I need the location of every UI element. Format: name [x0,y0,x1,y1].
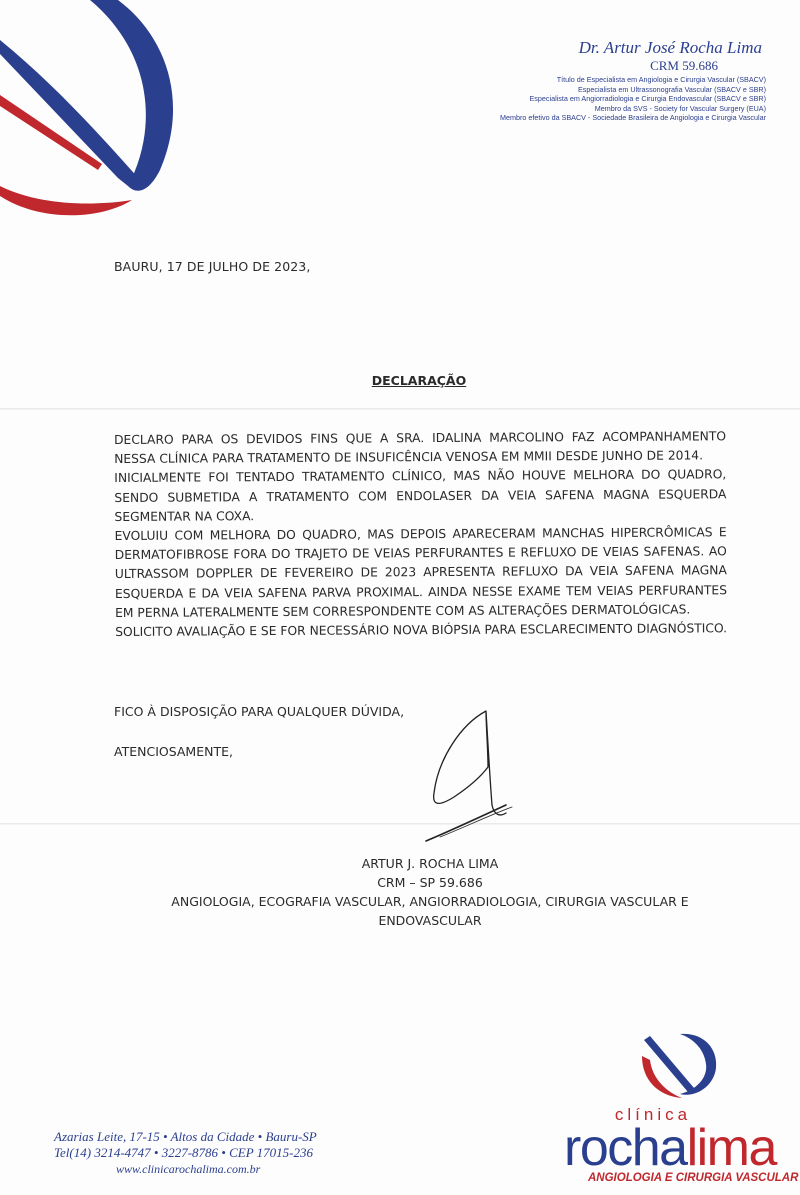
document-title: DECLARAÇÃO [371,373,467,388]
paper-fold [0,408,800,410]
signer-specialties: ANGIOLOGIA, ECOGRAFIA VASCULAR, ANGIORRADIOLOGIA, CIRURGIA VASCULAR E [171,894,689,909]
paper-fold [0,823,800,825]
brand-clinica: clínica [614,1105,692,1124]
closing-regards: ATENCIOSAMENTE, [114,744,233,759]
handwritten-signature [420,705,530,850]
footer-street: Azarias Leite, 17-15 • Altos da Cidade • Bauru-SP [54,1129,317,1144]
letter-date: BAURU, 17 DE JULHO DE 2023, [114,259,311,274]
clinic-logo-icon [0,0,200,235]
signer-name: ARTUR J. ROCHA LIMA [361,856,499,871]
body-paragraph: SOLICITO AVALIAÇÃO E SE FOR NECESSÁRIO NOVA BIÓPSIA PARA ESCLARECIMENTO DIAGNÓSTICO. [115,621,728,640]
footer-phones: Tel(14) 3214-4747 • 3227-8786 • CEP 17015-236 [54,1145,313,1160]
doctor-title-line: Especialista em Ultrassonografia Vascular (SBACV e SBR) [577,84,766,94]
signer-crm: CRM – SP 59.686 [377,875,483,890]
letter-body [114,427,727,642]
brand-rocha: rocha [564,1119,687,1177]
doctor-title-line: Membro efetivo da SBACV - Sociedade Brasileira de Angiologia e Cirurgia Vascular [500,113,766,123]
signature-block [160,854,700,930]
doctor-name: Dr. Artur José Rocha Lima [578,38,762,57]
doctor-title-line: Título de Especialista em Angiologia e Cirurgia Vascular (SBACV) [556,75,766,84]
footer-website: www.clinicarochalima.com.br [116,1162,261,1176]
body-paragraph: INICIALMENTE FOI TENTADO TRATAMENTO CLÍNICO, MAS NÃO HOUVE MELHORA DO QUADRO, SENDO SUBMETIDA A TRATAMENTO COM ENDOLASER DA VEIA SAFENA MAGNA ESQUERDA SEGMENTAR NA COXA. [114,467,727,524]
brand-wordmark [564,1118,776,1178]
brand-mark-icon [638,1030,728,1110]
body-paragraph: EVOLUIU COM MELHORA DO QUADRO, MAS DEPOIS APARECERAM MANCHAS HIPERCRÔMICAS E DERMATOFIBROSE FORA DO TRAJETO DE VEIAS PERFURANTES E REFLUXO DE VEIAS SAFENAS. AO ULTRASSOM DOPPLER DE FEVEREIRO DE 2023 APRESENTA REFLUXO DA VEIA SAFENA MAGNA ESQUERDA E DA VEIA SAFENA PARVA PROXIMAL. AINDA NESSE EXAME TEM VEIAS PERFURANTES EM PERNA LATERALMENTE SEM CORRESPONDENTE COM AS ALTERAÇÕES DERMATOLÓGICAS. [114,525,728,620]
doctor-title-line: Especialista em Angiorradiologia e Cirurgia Endovascular (SBACV e SBR) [529,94,766,104]
footer-address [54,1129,317,1177]
brand-logo [560,1030,800,1195]
brand-tagline: ANGIOLOGIA E CIRURGIA VASCULAR [588,1172,799,1184]
body-paragraph: DECLARO PARA OS DEVIDOS FINS QUE A SRA. IDALINA MARCOLINO FAZ ACOMPANHAMENTO NESSA CLÍNICA PARA TRATAMENTO DE INSUFICÊNCIA VENOSA EM MMII DESDE JUNHO DE 2014. [114,429,727,467]
signer-specialties: ENDOVASCULAR [378,913,482,928]
doctor-title-line: Membro da SVS - Society for Vascular Surgery (EUA) [594,103,766,113]
doctor-crm: CRM 59.686 [650,58,718,73]
brand-lima: lima [686,1119,776,1177]
closing-availability: FICO À DISPOSIÇÃO PARA QUALQUER DÚVIDA, [114,704,405,719]
doctor-header [466,38,766,123]
doctor-titles [466,75,766,123]
